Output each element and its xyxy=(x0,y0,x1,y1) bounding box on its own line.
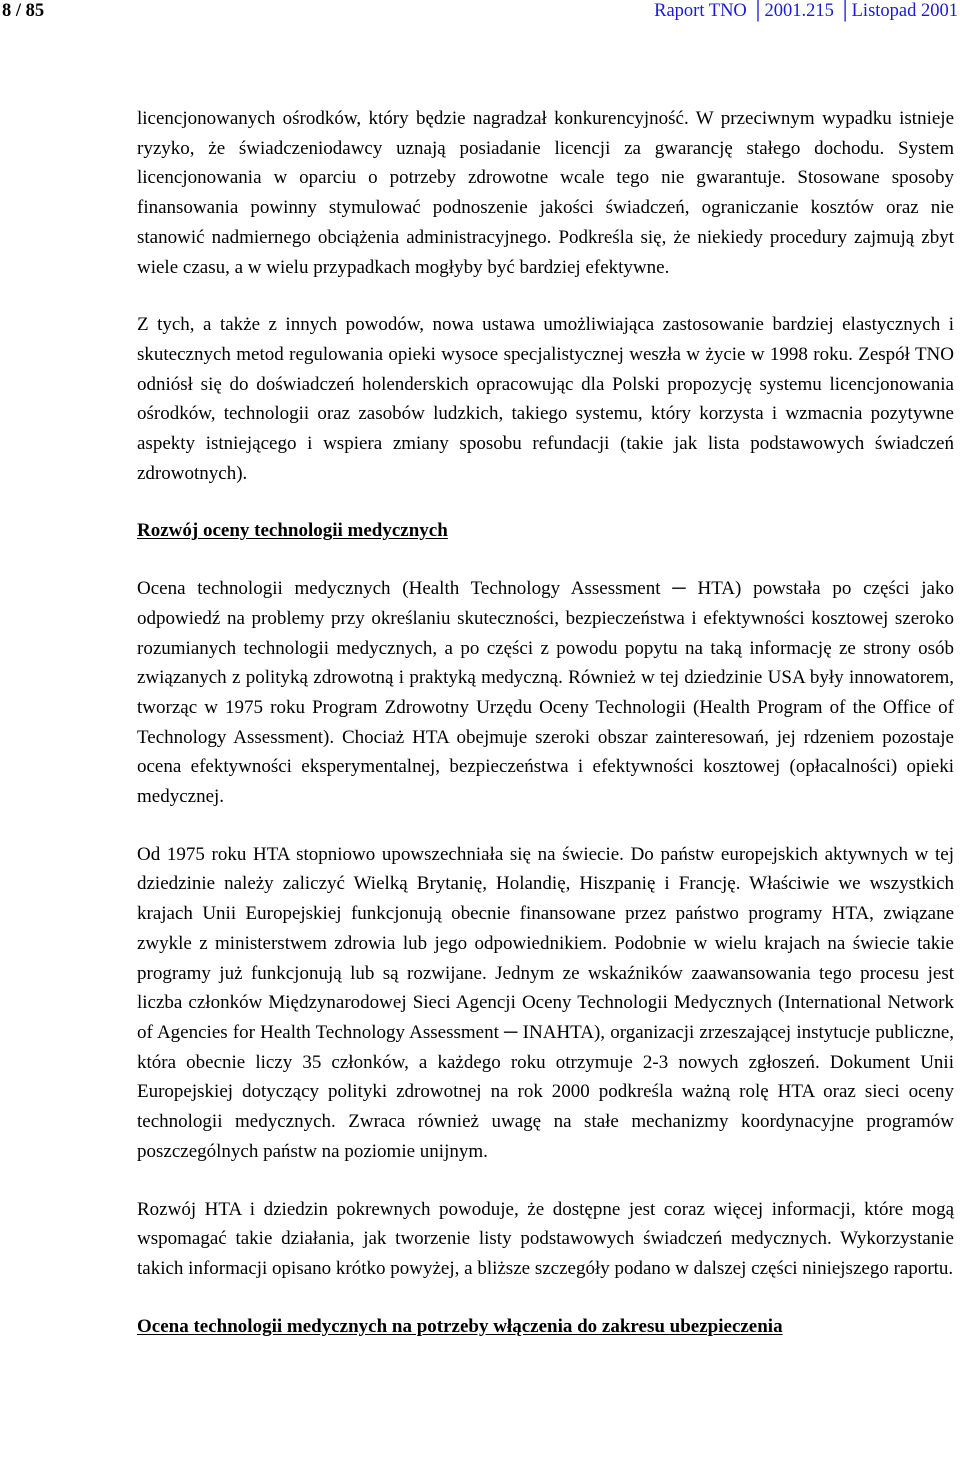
paragraph: licencjonowanych ośrodków, który będzie nagradzał konkurencyjność. W przeciwnym wypadku istnieje ryzyko, że świadczeniodawcy uznają posiadanie licencji za gwarancję stałego dochodu. System licencjonowania w oparciu o potrzeby zdrowotne wcale tego nie gwarantuje. Stosowane sposoby finansowania powinny stymulować podnoszenie jakości świadczeń, ograniczanie kosztów oraz nie stanowić nadmiernego obciążenia administracyjnego. Podkreśla się, że niekiedy procedury zajmują zbyt wiele czasu, a w wielu przypadkach mogłyby być bardziej efektywne. xyxy=(137,108,954,278)
report-reference: Raport TNO │2001.215 │Listopad 2001 xyxy=(654,1,958,21)
paragraph: Od 1975 roku HTA stopniowo upowszechniała się na świecie. Do państw europejskich aktywnych w tej dziedzinie należy zaliczyć Wielką Brytanię, Holandię, Hiszpanię i Francję. Właściwie we wszystkich krajach Unii Europejskiej funkcjonują obecnie finansowane przez państwo programy HTA, związane zwykle z ministerstwem zdrowia lub jego odpowiednikiem. Podobnie w wielu krajach na świecie takie programy już funkcjonują lub są rozwijane. Jednym ze wskaźników zaawansowania tego procesu jest liczba członków Międzynarodowej Sieci Agencji Oceny Technologii Medycznych (International Network of Agencies for Health Technology Assessment ─ INAHTA), organizacji zrzeszającej instytucje publiczne, która obecnie liczy 35 członków, a każdego roku otrzymuje 2-3 nowych zgłoszeń. Dokument Unii Europejskiej dotyczący polityki zdrowotnej na rok 2000 podkreśla ważną rolę HTA oraz sieci oceny technologii medycznych. Zwraca również uwagę na stałe mechanizmy koordynacyjne programów poszczególnych państw na poziomie unijnym. xyxy=(137,843,954,1162)
section-heading: Rozwój oceny technologii medycznych xyxy=(137,520,448,542)
paragraph: Rozwój HTA i dziedzin pokrewnych powoduje, że dostępne jest coraz więcej informacji, które mogą wspomagać takie działania, jak tworzenie listy podstawowych świadczeń medycznych. Wykorzystanie takich informacji opisano krótko powyżej, a bliższe szczegóły podano w dalszej części niniejszego raportu. xyxy=(137,1198,954,1279)
section-heading: Ocena technologii medycznych na potrzeby włączenia do zakresu ubezpieczenia xyxy=(137,1315,783,1337)
page-header xyxy=(0,0,960,22)
document-body xyxy=(137,104,954,1341)
paragraph: Z tych, a także z innych powodów, nowa ustawa umożliwiająca zastosowanie bardziej elastycznych i skutecznych metod regulowania opieki wysoce specjalistycznej weszła w życie w 1998 roku. Zespół TNO odniósł się do doświadczeń holenderskich opracowując dla Polski propozycję systemu licencjonowania ośrodków, technologii oraz zasobów ludzkich, takiego systemu, który korzysta i wzmacnia pozytywne aspekty istniejącego i wspiera zmiany sposobu refundacji (takie jak lista podstawowych świadczeń zdrowotnych). xyxy=(137,314,954,484)
page-number: 8 / 85 xyxy=(2,1,45,21)
paragraph: Ocena technologii medycznych (Health Technology Assessment ─ HTA) powstała po części jako odpowiedź na problemy przy określaniu skuteczności, bezpieczeństwa i efektywności kosztowej szeroko rozumianych technologii medycznych, a po części z powodu popytu na taką informację ze strony osób związanych z polityką zdrowotną i praktyką medyczną. Również w tej dziedzinie USA były innowatorem, tworząc w 1975 roku Program Zdrowotny Urzędu Oceny Technologii (Health Program of the Office of Technology Assessment). Chociaż HTA obejmuje szeroki obszar zainteresowań, jej rdzeniem pozostaje ocena efektywności eksperymentalnej, bezpieczeństwa i efektywności kosztowej (opłacalności) opieki medycznej. xyxy=(137,578,954,808)
